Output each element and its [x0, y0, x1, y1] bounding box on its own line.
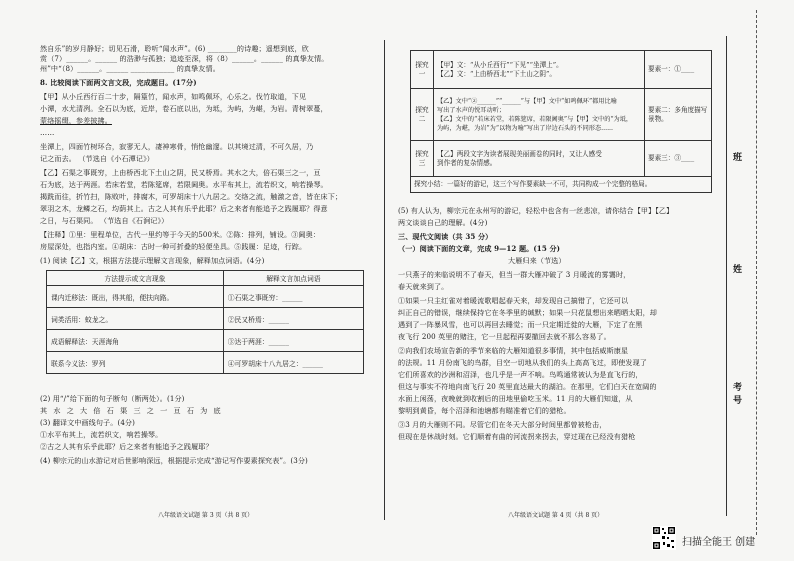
paragraph-line: 的法规。11 月份南飞的鸟群，目空一切地从我们的头上高高飞过，即使发现了 [398, 358, 647, 367]
summary-row: 探究小结：一篇好的游记，这三个写作要素缺一不可，共同构成一个完整的格局。 [411, 177, 712, 193]
text-line: (3) 翻译文中画线句子。(4分) [40, 418, 135, 427]
paragraph-line: 夜飞行 200 英里的赌注，它一旦起程再要撤回去就不那么容易了。 [398, 332, 611, 341]
table-cell: 词类活用：蚊龙之。 [47, 308, 224, 330]
paragraph-line: 遇到了一阵暴风雪，也可以再回去睡觉；而一只定期迁徙的大雁，下定了在黑 [398, 320, 643, 329]
qr-code-icon [652, 526, 676, 550]
table-cell: ①石渠之事既穷：______ [223, 286, 363, 308]
text-line: ②古之人其有乐乎此耶？后之来者有能追予之践履耶？ [40, 442, 213, 451]
paragraph-line: 纠正自己的错误，继续保持它在冬季里的缄默；如果一只花鼠想出来晒晒太阳，却 [398, 308, 657, 317]
table-cell: ③达于两涯：______ [223, 330, 363, 352]
paragraph-line: ②向我们农场宣告新的季节来临的大雁知道很多事情，其中包括威斯康星 [398, 346, 629, 355]
text-line: 赏（7）______。______ 的浩渺与孤独；追迹至深，将（8）______。______ 的真挚友情。 [40, 54, 329, 63]
text-line: 【乙】石渠之事既穷，上由桥西北下土山之阴，民又桥焉。其水之大，倍石渠三之一，亘 [40, 168, 321, 177]
class-label: 班 [733, 153, 743, 163]
table-cell: 课内迁移法：既出，得其船，便扶向路。 [47, 286, 224, 308]
table-header: 方法提示或文言现象 [47, 271, 224, 286]
binding-strip [730, 0, 750, 561]
row-text: 【甲】文：“从小丘西行”“下见”“坐潭上”。 【乙】文：“上由桥西北”“下土山之阴”。 [434, 51, 645, 89]
table-cell: ②民又桥焉：______ [223, 308, 363, 330]
text-line: 州”中“（8）______。______ ____________ 的真挚友情。 [40, 64, 220, 73]
text-line: 【注释】①里：里程单位，古代一里约等于今天的500米。②陈：排列，铺设。③阃奥： [40, 230, 321, 239]
paragraph-line: 它们所喜欢的沙洲和沼泽，也几乎是一声不响。鸟鸣通常被认为是直飞行的， [398, 370, 643, 379]
paragraph-line: 春天就来到了。 [398, 282, 449, 291]
cut-line [756, 10, 757, 535]
page-footer: 八年级语文试题 第 4 页（共 8 页） [508, 512, 604, 519]
paragraph-line: 一只燕子的来临说明不了春天，但当一群大雁冲破了 3 月暖流的雾霭时， [398, 270, 631, 279]
paragraph-line: ③3 月的大雁则不同。尽管它们在冬天大部分时间里都曾被枪击， [398, 420, 607, 429]
scanner-brand: 扫描全能王 创建 [682, 537, 756, 548]
text-line: 两文谈谈自己的理解。(4分) [398, 218, 488, 227]
table-cell: ④可罗胡床十八九居之：______ [223, 352, 363, 374]
text-line: 蒙络摇缀，参差披拂。 [40, 116, 112, 125]
exploration-table [410, 50, 712, 193]
text-line: 记之而去。 （节选自《小石潭记》） [40, 154, 154, 163]
row-label: 探究三 [411, 141, 434, 177]
question-heading: 8. 比较阅读下面两文言文段，完成题目。(17分) [40, 78, 197, 87]
table-cell: 成语解释法：天涯海角 [47, 330, 224, 352]
row-label: 探究一 [411, 51, 434, 89]
table-header: 解释文言加点词语 [223, 271, 363, 286]
row-label: 探究二 [411, 89, 434, 141]
text-line: (5) 有人认为，柳宗元在永州写的游记，轻松中也含有一丝悲凉，请你结合【甲】【乙】 [398, 206, 674, 215]
row-text: 【乙】文中“②______”“______”与【甲】文中“如鸣佩环”都用比喻 写出了水声的悦耳动听； 【乙】文中的“若床若堂，若陈筵席，若限阃奥”与【甲】文中的“为坻， 为屿，为嵁，为岩”为“以物为喻”写出了岸边石头的不同形态...... [434, 89, 645, 141]
text-line: 然自乐”的岁月静好；切见石滑，聆听“闻水声”。(6) ________的诗趣；遥想到底，欣 [40, 44, 309, 53]
text-line: …… [40, 128, 55, 137]
text-line: 坐潭上，四面竹树环合，寂寥无人，凄神寒骨，悄怆幽邃。以其境过清，不可久居，乃 [40, 142, 314, 151]
name-label: 姓 [733, 265, 743, 275]
text-line: ①水平布其上，流若织文，响若操琴。 [40, 430, 163, 439]
method-table [46, 270, 364, 374]
text-line: (1) 阅读【乙】文，根据方法提示理解文言现象，解释加点词语。(4分) [40, 256, 265, 265]
table-cell: 联系今义法：罗列 [47, 352, 224, 374]
paragraph-line: ①如果一只主红雀对着暖流歌唱起春天来，却发现自己搞错了，它还可以 [398, 296, 629, 305]
article-title: 大雁归来（节选） [508, 256, 566, 265]
paragraph-line: 但现在是休战时刻。它们顺着有曲的河流拐来拐去，穿过现在已经没有猎枪 [398, 432, 636, 441]
row-answer: 要素一：①____ [645, 51, 712, 89]
paragraph-line: 水面上闲荡，夜晚就到收割后的田地里偷吃玉米。11 月的大雁们知道，从 [398, 394, 633, 403]
text-line: 翠羽之木，龙鳞之石，均荫其上。古之人其有乐乎此耶？后之来者有能追予之践履耶？得意 [40, 204, 328, 213]
binding-line [726, 36, 727, 516]
text-line: 小潭，水尤清冽。全石以为底，近岸，卷石底以出，为坻，为屿，为嵁，为岩。青树翠蔓， [40, 104, 328, 113]
paragraph-line: 黎明到黄昏，每个沼泽和池塘都有瞄准着它们的猎枪。 [398, 406, 571, 415]
page-divider [384, 40, 385, 520]
row-answer: 要素二：多角度描写景物。 [645, 89, 712, 141]
text-line: 之日，与石渠同。 （节选自《石涧记》） [40, 216, 169, 225]
subsection-heading: （一）阅读下面的文章，完成 9—12 题。(15 分) [398, 244, 561, 253]
row-answer: 要素三：③____ [645, 141, 712, 177]
page-footer: 八年级语文试题 第 3 页（共 8 页） [158, 512, 254, 519]
section-heading: 三、现代文阅读（共 35 分） [398, 232, 493, 241]
text-line: (2) 用“/”给下面的句子断句（断两处）。(1分) [40, 394, 185, 403]
text-line: 揭跣而往，折竹扫，陈败叶，排腐木，可罗胡床十八九居之。交络之流，触激之音，皆在床下； [40, 192, 343, 201]
text-line: 石为底，达于两涯。若床若堂，若陈筵席，若限阃奥。水平布其上，流若织文，响若操琴。 [40, 180, 328, 189]
text-line: 房屋深处，也指内室。④胡床：古时一种可折叠的轻便坐具。⑤践履：足迹，行踪。 [40, 242, 307, 251]
text-line: (4) 柳宗元的山水游记对后世影响深远，根据提示完成“游记写作要素探究表”。(3分) [40, 456, 308, 465]
row-text: 【乙】两段文字为读者展现美丽画卷的同时，又让人感受 到作者的复杂情感。 [434, 141, 645, 177]
paragraph-line: 但这与事实不符地向南飞行 20 英里直达最大的湖泊。在那里，它们白天在宽阔的 [398, 382, 657, 391]
exam-number-label: 考号 [733, 383, 743, 406]
text-line: 【甲】从小丘西行百二十步，隔篁竹，闻水声，如鸣佩环，心乐之。伐竹取道，下见 [40, 92, 307, 101]
text-line: 其 水 之 大 倍 石 渠 三 之 一 亘 石 为 底 [40, 406, 223, 415]
